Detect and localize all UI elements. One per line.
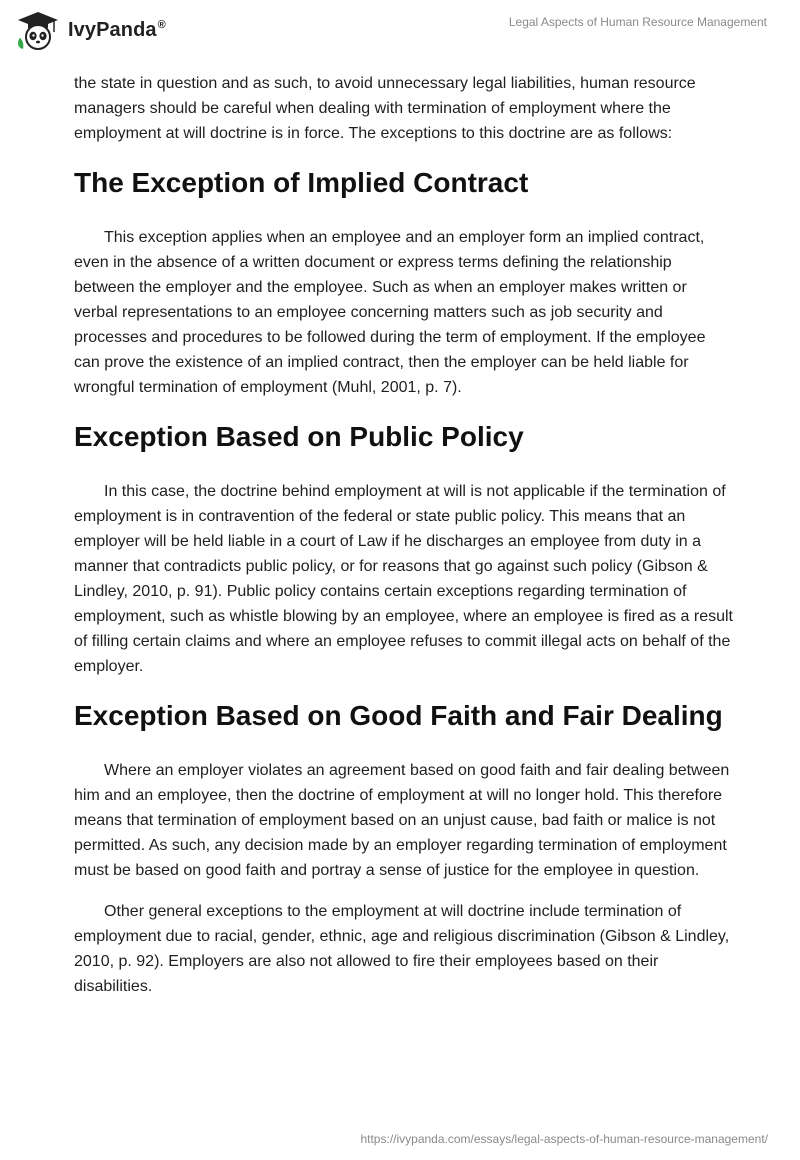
intro-paragraph: the state in question and as such, to avoid unnecessary legal liabilities, human resource managers should be careful when dealing with termination of employment where the employment at will doctrine is in force. The exceptions to this doctrine are as follows: <box>74 75 696 142</box>
essay-body <box>74 71 734 999</box>
section-paragraph: This exception applies when an employee and an employer form an implied contract, even in the absence of a written document or express terms defining the relationship between the employer and the employee. Such as when an employer makes written or verbal representations to an employee concerning matters such as job security and processes and procedures to be followed during the term of employment. If the employee can prove the existence of an implied contract, then the employer can be held liable for wrongful termination of employment (Muhl, 2001, p. 7). <box>74 229 706 396</box>
section-paragraph: Where an employer violates an agreement based on good faith and fair dealing between him and an employee, then the doctrine of employment at will no longer hold. This therefore means that termination of employment based on an unjust cause, bad faith or malice is not permitted. As such, any decision made by an employer regarding termination of employment must be based on good faith and portray a sense of justice for the employee in question. <box>74 762 730 879</box>
section-heading-implied-contract: The Exception of Implied Contract <box>74 167 529 198</box>
ivypanda-logo[interactable] <box>14 10 166 50</box>
page-header <box>0 0 800 70</box>
source-url[interactable]: https://ivypanda.com/essays/legal-aspects-of-human-resource-management/ <box>360 1132 768 1146</box>
section-paragraph: Other general exceptions to the employment at will doctrine include termination of employment due to racial, gender, ethnic, age and religious discrimination (Gibson & Lindley, 2010, p. 92). Employers are also not allowed to fire their employees based on their disabilities. <box>74 903 730 995</box>
section-paragraph: In this case, the doctrine behind employment at will is not applicable if the termination of employment is in contravention of the federal or state public policy. This means that an employer will be held liable in a court of Law if he discharges an employee from duty in a manner that contradicts public policy, or for reasons that go against such policy (Gibson & Lindley, 2010, p. 91). Public policy contains certain exceptions regarding termination of employment, such as whistle blowing by an employee, where an employee is fired as a result of filling certain claims and where an employee refuses to commit illegal acts on behalf of the employer. <box>74 483 733 675</box>
panda-graduate-icon <box>14 10 62 50</box>
section-heading-good-faith: Exception Based on Good Faith and Fair Dealing <box>74 700 723 731</box>
brand-name: IvyPanda® <box>68 18 166 41</box>
document-title: Legal Aspects of Human Resource Management <box>508 15 767 29</box>
section-heading-public-policy: Exception Based on Public Policy <box>74 421 524 452</box>
